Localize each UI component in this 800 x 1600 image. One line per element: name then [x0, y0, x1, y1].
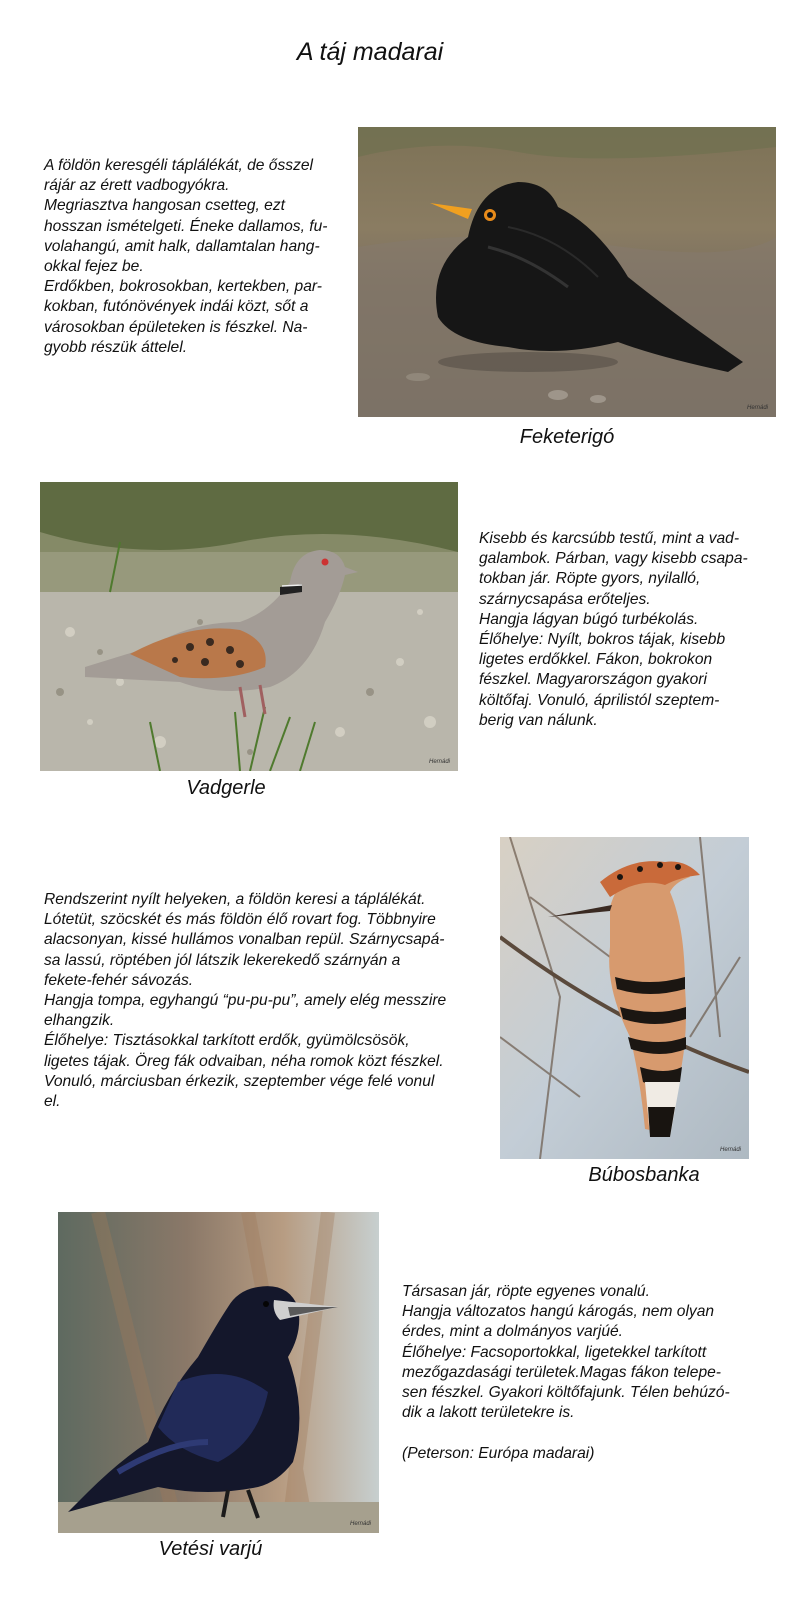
hoopoe-description: Rendszerint nyílt helyeken, a földön keresi a táplálékát. Lótetüt, szöcskét és más földön élő rovart fog. Többnyire alacsonyan, kissé hullámos vonalban repül. Szárnycsapá- sa lassú, röptében jól látszik lekerekedő szárnyán a fekete-fehér sávozás. Hangja tompa, egyhangú “pu-pu-pu”, amely elég messzire elhangzik. Élőhelye: Tisztásokkal tarkított erdők, gyümölcsösök, ligetes tájak. Öreg fák odvaiban, néha romok közt fészkel. Vonuló, márciusban érkezik, szeptember vége felé vonul el.	[44, 891, 447, 1111]
photo-credit: Hernádi	[349, 1521, 371, 1527]
hoopoe-caption: Búbosbanka	[588, 1164, 700, 1186]
photo-credit: Hernádi	[719, 1147, 741, 1153]
turtle-dove-description: Kisebb és karcsúbb testű, mint a vad- galambok. Párban, vagy kisebb csapa- tokban jár. Röpte gyors, nyilalló, szárnycsapása erőteljes. Hangja lágyan búgó turbékolás. Élőhelye: Nyílt, bokros tájak, kisebb ligetes erdőkkel. Fákon, bokrokon fészkel. Magyarországon gyakori költőfaj. Vonuló, áprilistól szeptem- berig van nálunk.	[479, 530, 748, 729]
turtle-dove-caption: Vadgerle	[186, 777, 266, 799]
blackbird-description: A földön keresgéli táplálékát, de ősszel rájár az érett vadbogyókra. Megriasztva hangosan csetteg, ezt hosszan ismételgeti. Éneke dallamos, fu- volahangú, amit halk, dallamtalan hang- okkal fejez be. Erdőkben, bokrosokban, kertekben, par- kokban, futónövények indái közt, sőt a városokban épületeken is fészkel. Na- gyobb részük áttelel.	[44, 157, 328, 356]
blackbird-photo	[358, 127, 776, 417]
rook-photo	[58, 1212, 379, 1533]
turtle-dove-photo	[40, 482, 458, 771]
hoopoe-photo	[500, 837, 749, 1159]
photo-credit: Hernádi	[428, 759, 450, 765]
rook-caption: Vetési varjú	[158, 1538, 263, 1560]
page-title: A táj madarai	[296, 38, 444, 66]
rook-description: Társasan jár, röpte egyenes vonalú. Hangja változatos hangú károgás, nem olyan érdes, mint a dolmányos varjúé. Élőhelye: Facsoportokkal, ligetekkel tarkított mezőgazdasági területek.Magas fákon telepe- sen fészkel. Gyakori költőfajunk. Télen behúzó- dik a lakott területekre is. (Peterson: Európa madarai)	[402, 1283, 730, 1462]
photo-credit: Hernádi	[746, 405, 768, 411]
blackbird-caption: Feketerigó	[519, 426, 615, 448]
